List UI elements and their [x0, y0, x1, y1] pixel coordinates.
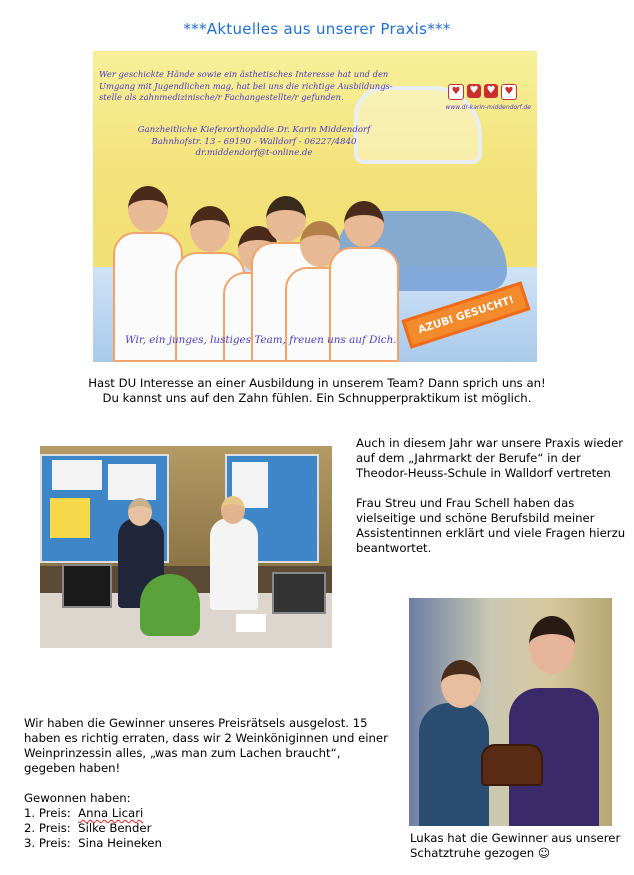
poster-tagline: Wer geschickte Hände sowie ein ästhetisches Interesse hat und den Umgang mit Jugendlichen mag, hat bei uns die richtige Ausbildungs-stelle als zahnmedizinische/r Fachangestellte/r gefunden.: [99, 69, 393, 102]
list-item: [24, 821, 394, 836]
laptop-figure: [62, 564, 112, 608]
poster-url: www.dr-karin-middendorf.de: [445, 104, 531, 111]
laptop-figure: [272, 572, 326, 614]
person-figure: [210, 518, 258, 610]
poster-contact-email: dr.middendorf@t-online.de: [195, 148, 313, 158]
tooth-icon: ♥: [467, 84, 481, 98]
intro-line: Hast DU Interesse an einer Ausbildung in unserem Team? Dann sprich uns an!: [88, 376, 546, 390]
treasure-chest-figure: [481, 744, 543, 786]
plush-frog-figure: [140, 574, 200, 636]
winners-list: [24, 806, 394, 851]
winner-rank: 3. Preis:: [24, 836, 71, 850]
person-figure: [419, 703, 489, 826]
career-fair-text: [356, 436, 626, 571]
photo-caption: Lukas hat die Gewinner aus unserer Schatztruhe gezogen ☺: [410, 831, 621, 860]
winner-rank: 1. Preis:: [24, 806, 71, 820]
poster-slogan: Wir, ein junges, lustiges Team, freuen uns auf Dich.: [125, 334, 397, 346]
poster-stamp: AZUBI GESUCHT!: [401, 281, 530, 349]
fair-paragraph: Auch in diesem Jahr war unsere Praxis wieder auf dem „Jahrmarkt der Berufe“ in der Theodor-Heuss-Schule in Walldorf vertreten: [356, 436, 624, 480]
winners-section: [24, 716, 394, 851]
winners-heading: Gewonnen haben:: [24, 791, 131, 805]
list-item: [24, 806, 394, 821]
intro-text: [0, 376, 634, 406]
winner-rank: 2. Preis:: [24, 821, 71, 835]
winners-paragraph: Wir haben die Gewinner unseres Preisrätsels ausgelost. 15 haben es richtig erraten, dass wir 2 Weinköniginnen und einer Weinprinzessin alles, „was man zum Lachen braucht“, gegeben haben!: [24, 716, 388, 775]
career-fair-photo: [40, 446, 332, 648]
winner-name: Silke Bender: [78, 821, 152, 835]
winner-name: Anna Licari: [78, 806, 144, 820]
intro-line: Du kannst uns auf den Zahn fühlen. Ein Schnupperpraktikum ist möglich.: [102, 391, 532, 405]
tooth-icon: ♥: [484, 84, 498, 98]
poster-contact-name: Ganzheitliche Kieferorthopädie Dr. Karin Middendorf: [137, 125, 371, 135]
poster-contact-address: Bahnhofstr. 13 - 69190 - Walldorf - 06227/4840: [151, 136, 357, 147]
list-item: [24, 836, 394, 851]
page-title: ***Aktuelles aus unserer Praxis***: [183, 20, 451, 38]
tooth-icon: ♥: [448, 84, 464, 100]
fair-paragraph: Frau Streu und Frau Schell haben das vielseitige und schöne Berufsbild meiner Assistentinnen erklärt und viele Fragen hierzu beantwortet.: [356, 496, 626, 555]
recruitment-poster-image: [93, 51, 537, 362]
tooth-icon: ♥: [501, 84, 517, 100]
winner-name: Sina Heineken: [78, 836, 162, 850]
tooth-logo-row: [448, 84, 517, 100]
prize-draw-photo: [409, 598, 612, 826]
poster-contact: [129, 125, 379, 160]
